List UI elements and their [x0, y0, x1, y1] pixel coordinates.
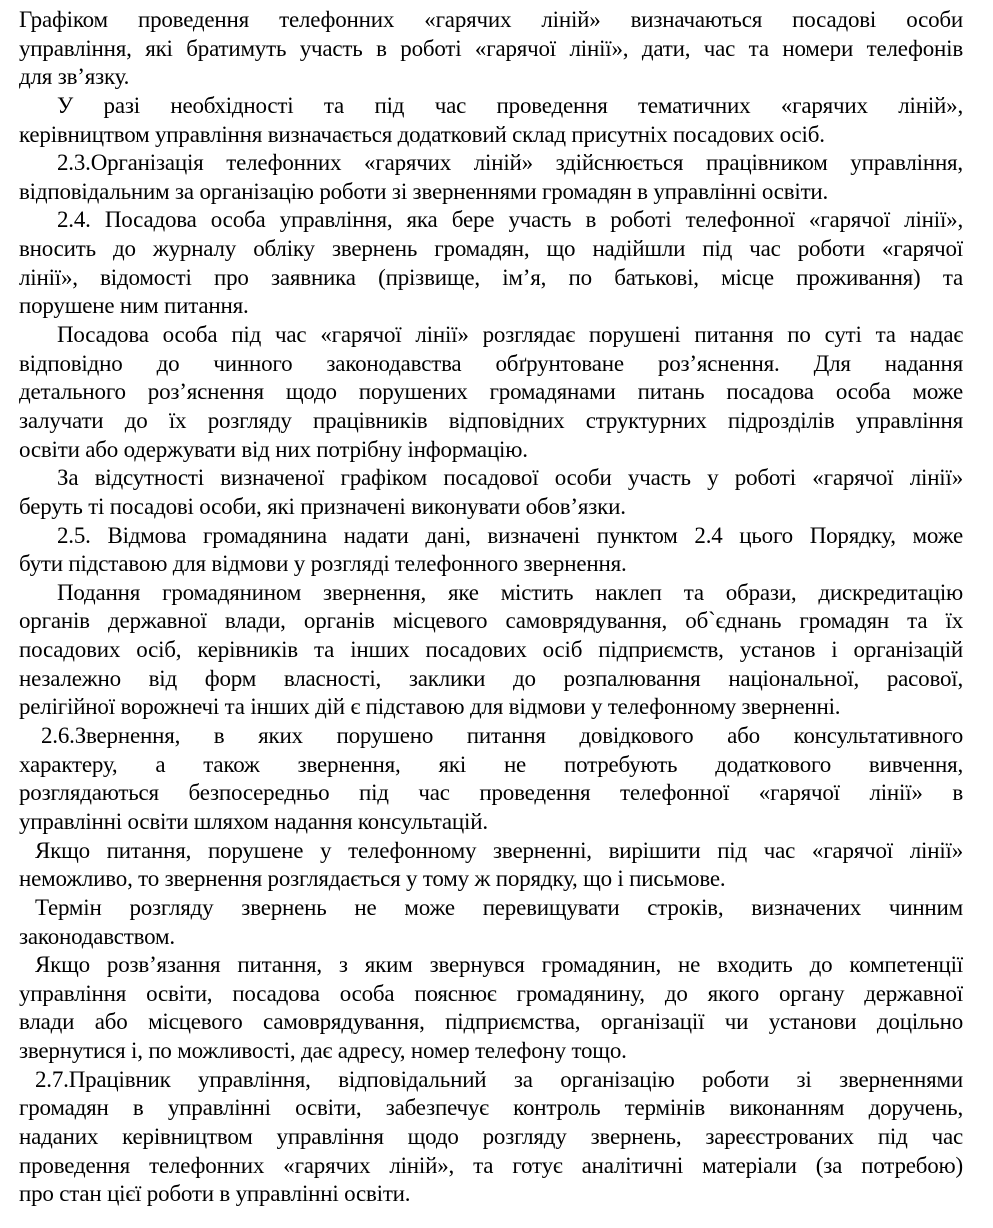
- paragraph-thematic: [19, 92, 963, 149]
- text-line: проведення телефонних «гарячих ліній», та готує аналітичні матеріали (за потребою): [19, 1152, 963, 1178]
- text-line: керівництвом управління визначається додатковий склад присутніх посадових осіб.: [19, 121, 825, 147]
- text-line: бути підставою для відмови у розгляді телефонного звернення.: [19, 551, 627, 577]
- text-line: У разі необхідності та під час проведення тематичних «гарячих ліній»,: [57, 92, 963, 118]
- text-line: лінії», відомості про заявника (прізвище, ім’я, по батькові, місце проживання) та: [19, 264, 963, 290]
- text-line: неможливо, то звернення розглядається у тому ж порядку, що і письмове.: [19, 866, 726, 892]
- text-line: релігійної ворожнечі та інших дій є підставою для відмови у телефонному зверненні.: [19, 694, 841, 720]
- text-line: для зв’язку.: [19, 64, 130, 90]
- text-line: розглядаються безпосередньо під час проведення телефонної «гарячої лінії» в: [19, 780, 963, 806]
- text-line: управлінні освіти шляхом надання консультацій.: [19, 808, 488, 834]
- text-line: Графіком проведення телефонних «гарячих ліній» визначаються посадові особи: [19, 7, 963, 32]
- text-line: вносить до журналу обліку звернень громадян, що надійшли під час роботи «гарячої: [19, 236, 963, 262]
- paragraph-unresolved: [19, 837, 963, 894]
- text-line: звернутися і, по можливості, дає адресу, номер телефону тощо.: [19, 1038, 627, 1064]
- text-line: громадян в управлінні освіти, забезпечує контроль термінів виконанням доручень,: [19, 1095, 963, 1121]
- text-line: освіти або одержувати від них потрібну інформацію.: [19, 436, 528, 462]
- text-line: 2.7.Працівник управління, відповідальний за організацію роботи зі зверненнями: [35, 1066, 963, 1092]
- text-line: детального роз’яснення щодо порушених громадянами питань посадова особа може: [19, 379, 963, 405]
- paragraph-clause-2-4: [19, 206, 963, 321]
- paragraph-official-review: [19, 321, 963, 464]
- text-line: 2.5. Відмова громадянина надати дані, визначені пунктом 2.4 цього Порядку, може: [57, 522, 963, 548]
- text-line: управління, які братимуть участь в роботі «гарячої лінії», дати, час та номери телефонів: [19, 35, 963, 61]
- text-line: Якщо питання, порушене у телефонному зверненні, вирішити під час «гарячої лінії»: [35, 837, 963, 863]
- document-body: [19, 6, 963, 1209]
- text-line: посадових осіб, керівників та інших посадових осіб підприємств, установ і організацій: [19, 637, 963, 663]
- text-line: порушене ним питання.: [19, 293, 249, 319]
- text-line: Якщо розв’язання питання, з яким звернувся громадянин, не входить до компетенції: [35, 952, 963, 978]
- paragraph-clause-2-7: [19, 1066, 963, 1209]
- text-line: характеру, а також звернення, які не потребують додаткового вивчення,: [19, 751, 963, 777]
- text-line: відповідальним за організацію роботи зі зверненнями громадян в управлінні освіти.: [19, 178, 829, 204]
- paragraph-absence: [19, 464, 963, 521]
- paragraph-clause-2-6: [19, 722, 963, 837]
- text-line: органів державної влади, органів місцевого самоврядування, об`єднань громадян та їх: [19, 608, 963, 634]
- text-line: 2.4. Посадова особа управління, яка бере участь в роботі телефонної «гарячої лінії»,: [57, 207, 963, 233]
- text-line: За відсутності визначеної графіком посадової особи участь у роботі «гарячої лінії»: [57, 465, 963, 491]
- text-line: законодавством.: [19, 923, 175, 949]
- text-line: влади або місцевого самоврядування, підприємства, організації чи установи доцільно: [19, 1009, 963, 1035]
- paragraph-clause-2-5: [19, 522, 963, 579]
- paragraph-term: [19, 894, 963, 951]
- text-line: відповідно до чинного законодавства обґрунтоване роз’яснення. Для надання: [19, 350, 963, 376]
- text-line: 2.3.Організація телефонних «гарячих ліній» здійснюється працівником управління,: [57, 150, 963, 176]
- text-line: 2.6.Звернення, в яких порушено питання довідкового або консультативного: [41, 723, 963, 749]
- paragraph-clause-2-3: [19, 149, 963, 206]
- text-line: Термін розгляду звернень не може перевищувати строків, визначених чинним: [35, 894, 963, 920]
- paragraph-schedule: [19, 6, 963, 92]
- text-line: про стан цієї роботи в управлінні освіти.: [19, 1181, 411, 1207]
- text-line: Подання громадянином звернення, яке містить наклеп та образи, дискредитацію: [57, 579, 963, 605]
- paragraph-competence: [19, 951, 963, 1066]
- text-line: беруть ті посадові особи, які призначені виконувати обов’язки.: [19, 493, 626, 519]
- paragraph-refusal-grounds: [19, 579, 963, 722]
- text-line: незалежно від форм власності, заклики до розпалювання національної, расової,: [19, 665, 963, 691]
- text-line: залучати до їх розгляду працівників відповідних структурних підрозділів управління: [19, 407, 963, 433]
- text-line: управління освіти, посадова особа пояснює громадянину, до якого органу державної: [19, 980, 963, 1006]
- text-line: Посадова особа під час «гарячої лінії» розглядає порушені питання по суті та надає: [57, 322, 963, 348]
- text-line: наданих керівництвом управління щодо розгляду звернень, зареєстрованих під час: [19, 1123, 963, 1149]
